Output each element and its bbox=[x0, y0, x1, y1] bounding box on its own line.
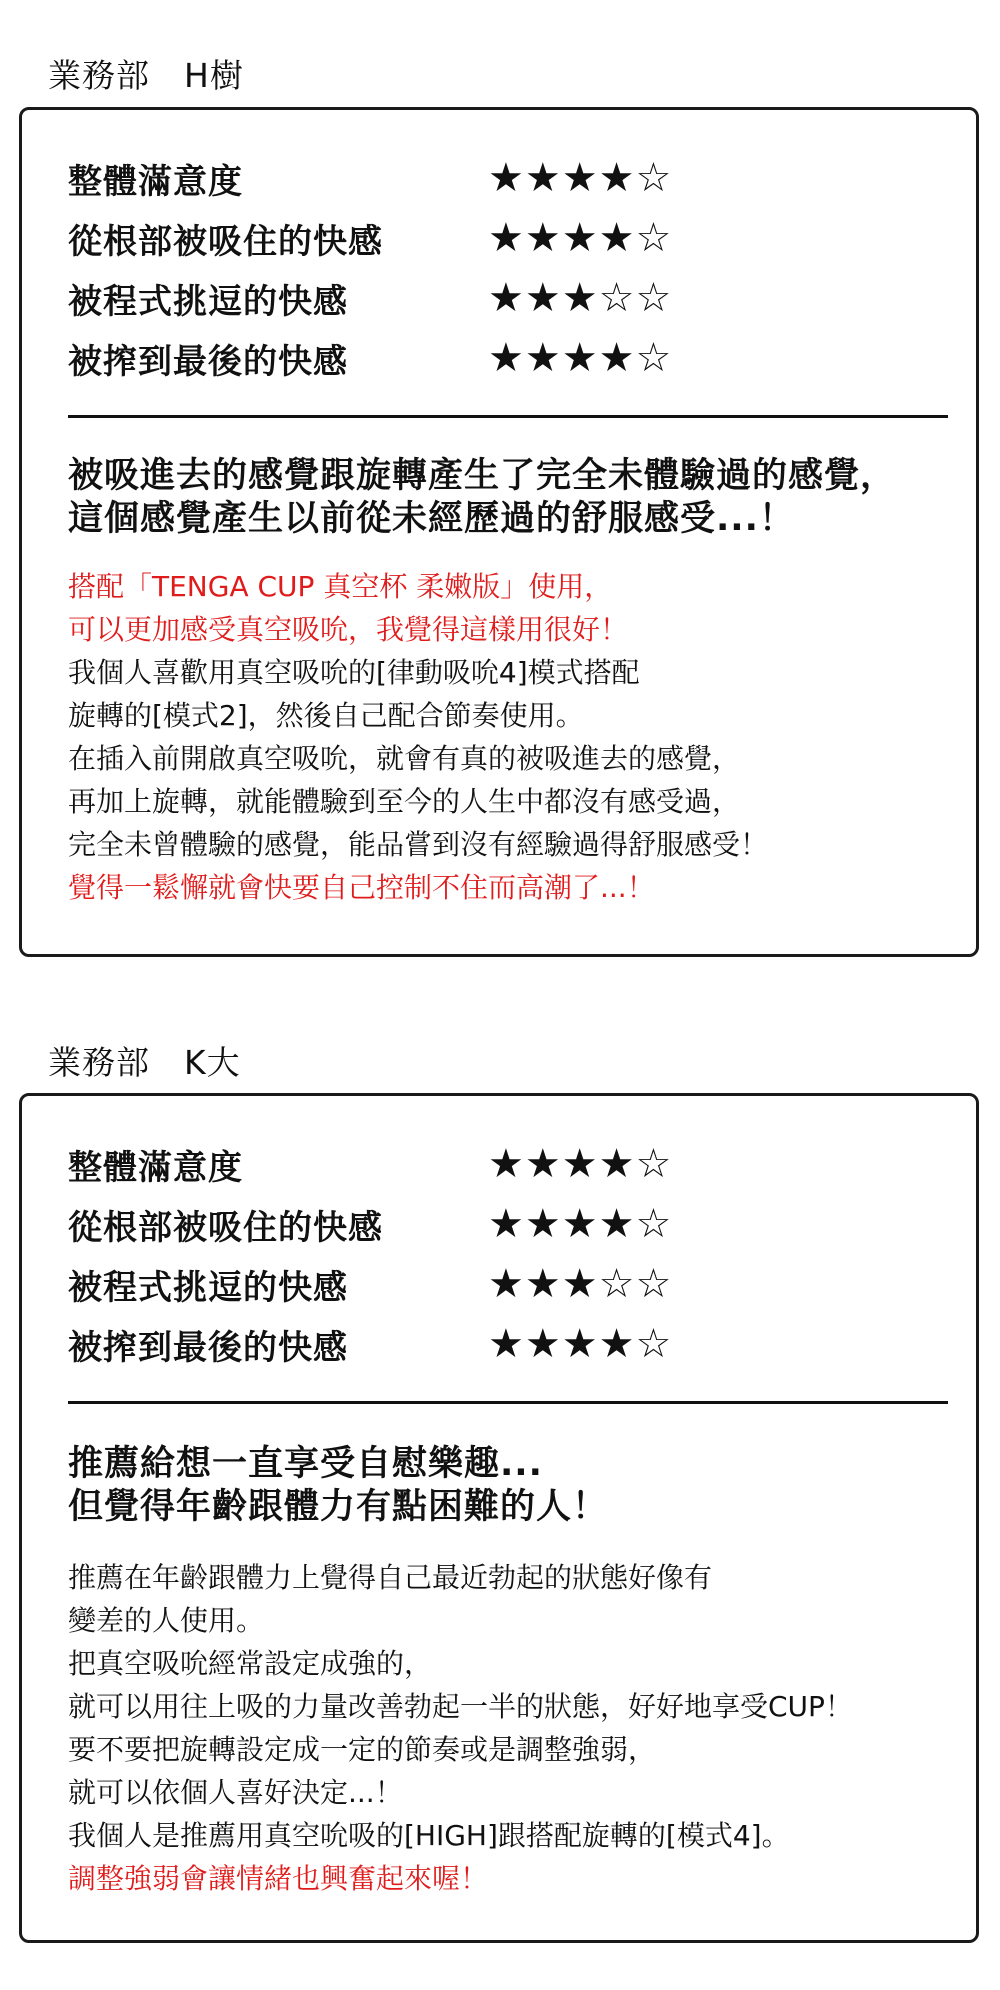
reviewer-heading: 業務部 H樹 bbox=[48, 56, 244, 95]
rating-row bbox=[68, 1314, 672, 1374]
rating-row bbox=[68, 208, 672, 268]
body-line: 完全未曾體驗的感覺，能品嘗到沒有經驗過得舒服感受！ bbox=[68, 828, 769, 861]
headline-line: 但覺得年齡跟體力有點困難的人！ bbox=[68, 1487, 609, 1527]
star-rating-icon: ★★★★☆ bbox=[488, 1201, 673, 1247]
body-line: 就可以用往上吸的力量改善勃起一半的狀態，好好地享受CUP！ bbox=[68, 1690, 853, 1723]
headline-line: 被吸進去的感覺跟旋轉產生了完全未體驗過的感覺， bbox=[68, 456, 897, 496]
star-rating-icon: ★★★★☆ bbox=[488, 1141, 673, 1187]
body-line: 再加上旋轉，就能體驗到至今的人生中都沒有感受過， bbox=[68, 785, 741, 818]
rating-label: 被搾到最後的快感 bbox=[68, 1327, 348, 1368]
star-rating-icon: ★★★☆☆ bbox=[488, 1261, 673, 1307]
star-rating-icon: ★★★★☆ bbox=[488, 215, 673, 261]
body-line: 變差的人使用。 bbox=[68, 1604, 265, 1637]
divider bbox=[68, 415, 948, 418]
rating-row bbox=[68, 148, 672, 208]
rating-row bbox=[68, 1254, 672, 1314]
star-rating-icon: ★★★★☆ bbox=[488, 1321, 673, 1367]
rating-label: 整體滿意度 bbox=[68, 161, 243, 202]
rating-list bbox=[68, 1134, 672, 1374]
body-line-highlight: 搭配「TENGA CUP 真空杯 柔嫩版」使用， bbox=[68, 570, 613, 603]
rating-row bbox=[68, 1134, 672, 1194]
rating-label: 被程式挑逗的快感 bbox=[68, 1267, 348, 1308]
body-line: 就可以依個人喜好決定...！ bbox=[68, 1776, 403, 1809]
divider bbox=[68, 1401, 948, 1404]
rating-label: 被程式挑逗的快感 bbox=[68, 281, 348, 322]
body-line: 旋轉的[模式2]，然後自己配合節奏使用。 bbox=[68, 699, 584, 732]
reviewer-heading: 業務部 K大 bbox=[48, 1043, 241, 1082]
body-line-highlight: 調整強弱會讓情緒也興奮起來喔！ bbox=[68, 1862, 489, 1895]
review-card bbox=[19, 107, 979, 957]
rating-list bbox=[68, 148, 672, 388]
body-line: 我個人是推薦用真空吮吸的[HIGH]跟搭配旋轉的[模式4]。 bbox=[68, 1819, 790, 1852]
body-line-highlight: 覺得一鬆懈就會快要自己控制不住而高潮了...！ bbox=[68, 871, 655, 904]
review-body bbox=[68, 565, 968, 909]
review-headline bbox=[68, 455, 968, 541]
rating-label: 整體滿意度 bbox=[68, 1147, 243, 1188]
headline-line: 推薦給想一直享受自慰樂趣... bbox=[68, 1444, 543, 1484]
rating-row bbox=[68, 1194, 672, 1254]
body-line: 要不要把旋轉設定成一定的節奏或是調整強弱， bbox=[68, 1733, 657, 1766]
star-rating-icon: ★★★☆☆ bbox=[488, 275, 673, 321]
rating-row bbox=[68, 268, 672, 328]
body-line: 把真空吸吮經常設定成強的， bbox=[68, 1647, 433, 1680]
rating-label: 從根部被吸住的快感 bbox=[68, 1207, 383, 1248]
review-headline bbox=[68, 1443, 968, 1529]
body-line-highlight: 可以更加感受真空吸吮，我覺得這樣用很好！ bbox=[68, 613, 629, 646]
rating-label: 從根部被吸住的快感 bbox=[68, 221, 383, 262]
body-line: 推薦在年齡跟體力上覺得自己最近勃起的狀態好像有 bbox=[68, 1561, 713, 1594]
star-rating-icon: ★★★★☆ bbox=[488, 155, 673, 201]
review-card bbox=[19, 1093, 979, 1943]
body-line: 我個人喜歡用真空吸吮的[律動吸吮4]模式搭配 bbox=[68, 656, 640, 689]
rating-label: 被搾到最後的快感 bbox=[68, 341, 348, 382]
body-line: 在插入前開啟真空吸吮，就會有真的被吸進去的感覺， bbox=[68, 742, 741, 775]
rating-row bbox=[68, 328, 672, 388]
review-body bbox=[68, 1556, 968, 1900]
star-rating-icon: ★★★★☆ bbox=[488, 335, 673, 381]
headline-line: 這個感覺產生以前從未經歷過的舒服感受...！ bbox=[68, 499, 795, 539]
